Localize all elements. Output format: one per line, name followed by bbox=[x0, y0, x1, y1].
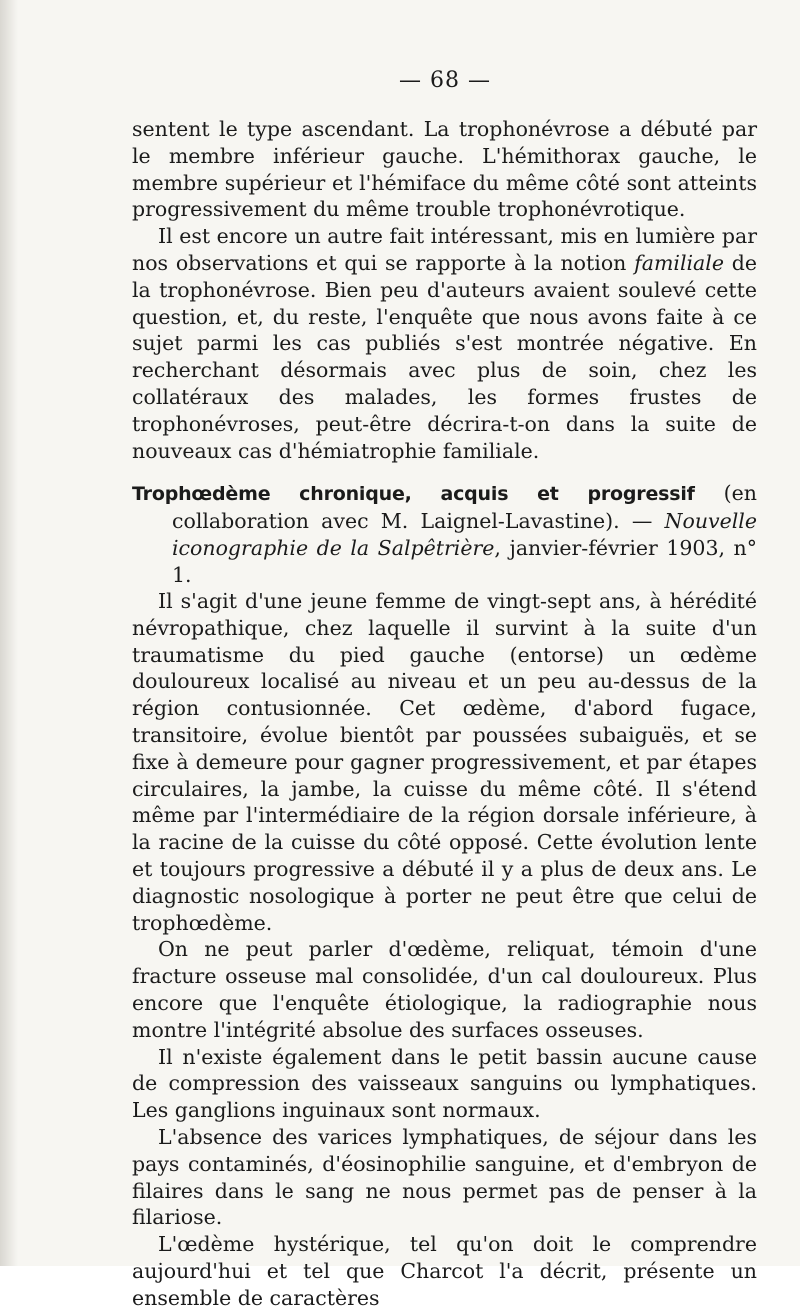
reference-journal: Nouvelle iconographie de la Salpêtrière bbox=[172, 509, 757, 560]
paragraph-case: Il s'agit d'une jeune femme de vingt-sept ans, à hérédité névropathique, chez laquelle il survint à la suite d'un traumatisme du pied gauche (entorse) un œdème douloureux localisé au niveau et un peu au-dessus de la région contusionnée. Cet œdème, d'abord fugace, transitoire, évolue bientôt par poussées subaiguës, et se fixe à demeure pour gagner progressivement, et par étapes circulaires, la jambe, la cuisse du même côté. Il s'étend même par l'intermédiaire de la région dorsale inférieure, à la racine de la cuisse du côté opposé. Cette évolution lente et toujours progressive a débuté il y a plus de deux ans. Le diagnostic nosologique à porter ne peut être que celui de trophœdème. bbox=[132, 589, 757, 935]
paragraph-continued: sentent le type ascendant. La trophonévrose a débuté par le membre inférieur gauche. L'hémithorax gauche, le membre supérieur et l'hémiface du même côté sont atteints progressivement du même trouble trophonévrotique. bbox=[132, 117, 757, 222]
reference-date: , janvier-février 1903, n° 1. bbox=[172, 536, 758, 587]
reference-citation bbox=[132, 480, 757, 589]
paragraph-text: de la trophonévrose. Bien peu d'auteurs avaient soulevé cette question, et, du reste, l'enquête que nous avons faite à ce sujet parmi les cas publiés s'est montrée négative. En recherchant désormais avec plus de soin, chez les collatéraux des malades, les formes frustes de trophonévroses, peut-être décrira-t-on dans la suite de nouveaux cas d'hémiatrophie familiale. bbox=[132, 250, 757, 463]
paragraph-familial-notion bbox=[132, 223, 757, 464]
paragraph-compression: Il n'existe également dans le petit bassin aucune cause de compression des vaisseaux sanguins ou lymphatiques. Les ganglions inguinaux sont normaux. bbox=[132, 1044, 757, 1123]
section-trophoedeme bbox=[132, 588, 757, 1312]
emphasis-familiale: familiale bbox=[634, 250, 724, 275]
paragraph-hysterique: L'œdème hystérique, tel qu'on doit le comprendre aujourd'hui et tel que Charcot l'a décrit, présente un ensemble de caractères bbox=[132, 1232, 757, 1310]
reference-entry bbox=[132, 480, 757, 589]
section-trophonevrose bbox=[132, 116, 757, 464]
reference-collaboration: (en collaboration avec M. Laignel-Lavastine). — bbox=[172, 481, 757, 533]
page-number: — 68 — bbox=[399, 68, 491, 93]
paragraph-text: Il est encore un autre fait intéressant, mis en lumière par nos observations et qui se rapporte à la notion bbox=[132, 224, 757, 275]
paragraph-fracture: On ne peut parler d'œdème, reliquat, témoin d'une fracture osseuse mal consolidée, d'un cal douloureux. Plus encore que l'enquête étiologique, la radiographie nous montre l'intégrité absolue des surfaces osseuses. bbox=[132, 937, 757, 1042]
page-edge-shadow bbox=[0, 0, 18, 1266]
reference-title: Trophœdème chronique, acquis et progressif bbox=[132, 483, 695, 505]
paragraph-filariose: L'absence des varices lymphatiques, de séjour dans les pays contaminés, d'éosinophilie sanguine, et d'embryon de filaires dans le sang ne nous permet pas de penser à la filariose. bbox=[132, 1124, 757, 1230]
